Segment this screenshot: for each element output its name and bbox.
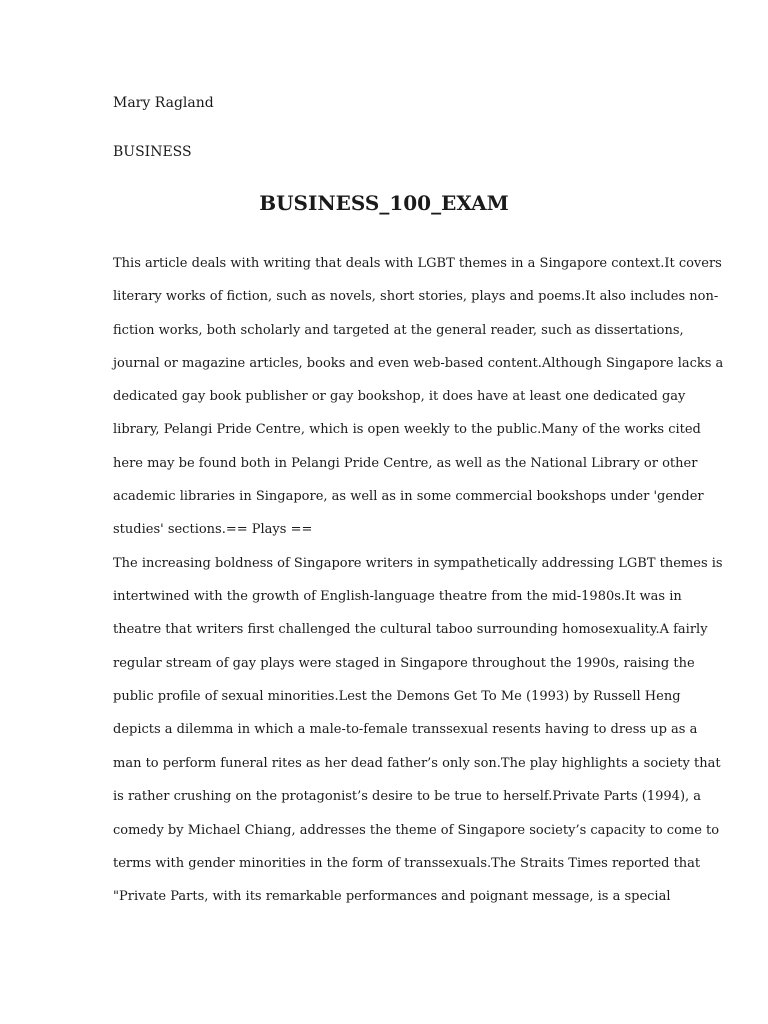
body-line: journal or magazine articles, books and even web-based content.Although Singapore lacks a xyxy=(113,356,724,371)
body-line: dedicated gay book publisher or gay bookshop, it does have at least one dedicated gay xyxy=(113,389,686,404)
body-line: academic libraries in Singapore, as well as in some commercial bookshops under 'gender xyxy=(113,489,704,504)
body-line: literary works of fiction, such as novels, short stories, plays and poems.It also includes non- xyxy=(113,289,719,304)
body-line: regular stream of gay plays were staged in Singapore throughout the 1990s, raising the xyxy=(113,656,695,671)
course-name: BUSINESS xyxy=(113,144,192,160)
body-line: comedy by Michael Chiang, addresses the theme of Singapore society’s capacity to come to xyxy=(113,823,720,838)
body-line: studies' sections.== Plays == xyxy=(113,522,313,537)
body-line: This article deals with writing that deals with LGBT themes in a Singapore context.It covers xyxy=(113,256,722,271)
body-line: man to perform funeral rites as her dead father’s only son.The play highlights a society that xyxy=(113,756,721,771)
body-line: is rather crushing on the protagonist’s desire to be true to herself.Private Parts (1994), a xyxy=(113,789,702,804)
document-title: BUSINESS_100_EXAM xyxy=(259,191,509,215)
body-line: library, Pelangi Pride Centre, which is open weekly to the public.Many of the works cited xyxy=(113,422,701,437)
body-line: public profile of sexual minorities.Lest the Demons Get To Me (1993) by Russell Heng xyxy=(113,689,681,704)
body-line: fiction works, both scholarly and targeted at the general reader, such as dissertations, xyxy=(113,323,684,338)
body-line: intertwined with the growth of English-language theatre from the mid-1980s.It was in xyxy=(113,589,682,604)
body-line: here may be found both in Pelangi Pride Centre, as well as the National Library or other xyxy=(113,456,698,471)
body-line: "Private Parts, with its remarkable performances and poignant message, is a special xyxy=(113,889,671,904)
body-line: The increasing boldness of Singapore writers in sympathetically addressing LGBT themes is xyxy=(113,556,723,571)
body-line: terms with gender minorities in the form of transsexuals.The Straits Times reported that xyxy=(113,856,701,871)
author-name: Mary Ragland xyxy=(113,95,214,111)
body-line: depicts a dilemma in which a male-to-female transsexual resents having to dress up as a xyxy=(113,722,698,737)
body-line: theatre that writers first challenged the cultural taboo surrounding homosexuality.A fairly xyxy=(113,622,708,637)
